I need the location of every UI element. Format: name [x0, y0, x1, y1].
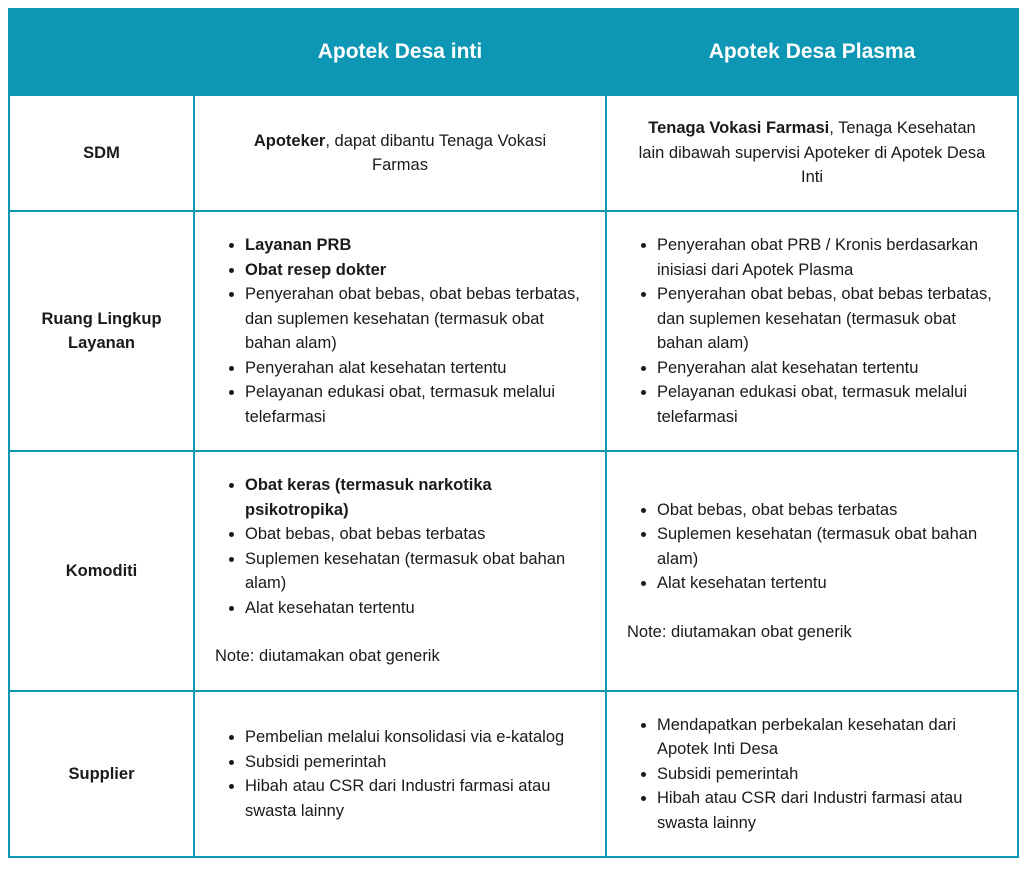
sdm-inti-bold: Apoteker — [253, 131, 326, 150]
komoditi-inti-list — [215, 473, 587, 620]
sdm-plasma-text: , Tenaga Kesehatan lain dibawah supervisi Apoteker di Apotek Desa Inti — [638, 119, 986, 187]
komoditi-plasma-list — [627, 498, 999, 596]
comparison-table — [8, 8, 1019, 858]
layanan-inti-cell — [194, 211, 606, 451]
table-header-row — [9, 9, 1018, 95]
table-row-komoditi — [9, 451, 1018, 691]
list-item: • Layanan PRB — [245, 233, 587, 258]
sdm-plasma-bold: Tenaga Vokasi Farmasi — [648, 119, 830, 138]
list-item: • Subsidi pemerintah — [245, 750, 587, 775]
layanan-plasma-cell — [606, 211, 1018, 451]
table-row-supplier — [9, 691, 1018, 857]
table-row-sdm — [9, 95, 1018, 211]
komoditi-inti-cell — [194, 451, 606, 691]
list-item: • Pelayanan edukasi obat, termasuk melalui telefarmasi — [657, 380, 999, 429]
layanan-plasma-list — [627, 233, 999, 429]
list-item: • Obat bebas, obat bebas terbatas — [245, 522, 587, 547]
komoditi-plasma-cell — [606, 451, 1018, 691]
list-item: • Penyerahan obat PRB / Kronis berdasarkan inisiasi dari Apotek Plasma — [657, 233, 999, 282]
sdm-inti-text: , dapat dibantu Tenaga Vokasi Farmas — [325, 131, 547, 174]
list-item: • Subsidi pemerintah — [657, 762, 999, 787]
list-item: • Penyerahan obat bebas, obat bebas terbatas, dan suplemen kesehatan (termasuk obat bahan alam) — [245, 282, 587, 356]
list-item: • Alat kesehatan tertentu — [245, 596, 587, 621]
list-item: • Penyerahan alat kesehatan tertentu — [245, 356, 587, 381]
sdm-plasma-cell — [606, 95, 1018, 211]
table-row-ruang-lingkup-layanan — [9, 211, 1018, 451]
list-item: • Obat keras (termasuk narkotika psikotropika) — [245, 473, 587, 522]
header-apotek-desa-inti: Apotek Desa inti — [194, 9, 606, 95]
row-label-komoditi: Komoditi — [9, 451, 194, 691]
supplier-plasma-list — [627, 713, 999, 836]
komoditi-inti-note: Note: diutamakan obat generik — [215, 647, 440, 666]
list-item: • Hibah atau CSR dari Industri farmasi atau swasta lainny — [245, 774, 587, 823]
list-item: • Pelayanan edukasi obat, termasuk melalui telefarmasi — [245, 380, 587, 429]
list-item: • Alat kesehatan tertentu — [657, 571, 999, 596]
list-item: • Suplemen kesehatan (termasuk obat bahan alam) — [657, 522, 999, 571]
layanan-inti-list — [215, 233, 587, 429]
row-label-sdm: SDM — [9, 95, 194, 211]
header-empty-cell — [9, 9, 194, 95]
list-item: • Penyerahan obat bebas, obat bebas terbatas, dan suplemen kesehatan (termasuk obat bahan alam) — [657, 282, 999, 356]
sdm-inti-cell — [194, 95, 606, 211]
list-item: • Suplemen kesehatan (termasuk obat bahan alam) — [245, 547, 587, 596]
row-label-supplier: Supplier — [9, 691, 194, 857]
row-label-ruang-lingkup-layanan: Ruang Lingkup Layanan — [9, 211, 194, 451]
list-item: • Mendapatkan perbekalan kesehatan dari Apotek Inti Desa — [657, 713, 999, 762]
list-item: • Obat resep dokter — [245, 258, 587, 283]
list-item: • Hibah atau CSR dari Industri farmasi atau swasta lainny — [657, 786, 999, 835]
comparison-table-wrapper — [8, 8, 1019, 858]
list-item: • Pembelian melalui konsolidasi via e-katalog — [245, 725, 587, 750]
komoditi-plasma-note: Note: diutamakan obat generik — [627, 622, 852, 641]
header-apotek-desa-plasma: Apotek Desa Plasma — [606, 9, 1018, 95]
list-item: • Penyerahan alat kesehatan tertentu — [657, 356, 999, 381]
list-item: • Obat bebas, obat bebas terbatas — [657, 498, 999, 523]
supplier-inti-list — [215, 725, 587, 823]
supplier-inti-cell — [194, 691, 606, 857]
supplier-plasma-cell — [606, 691, 1018, 857]
